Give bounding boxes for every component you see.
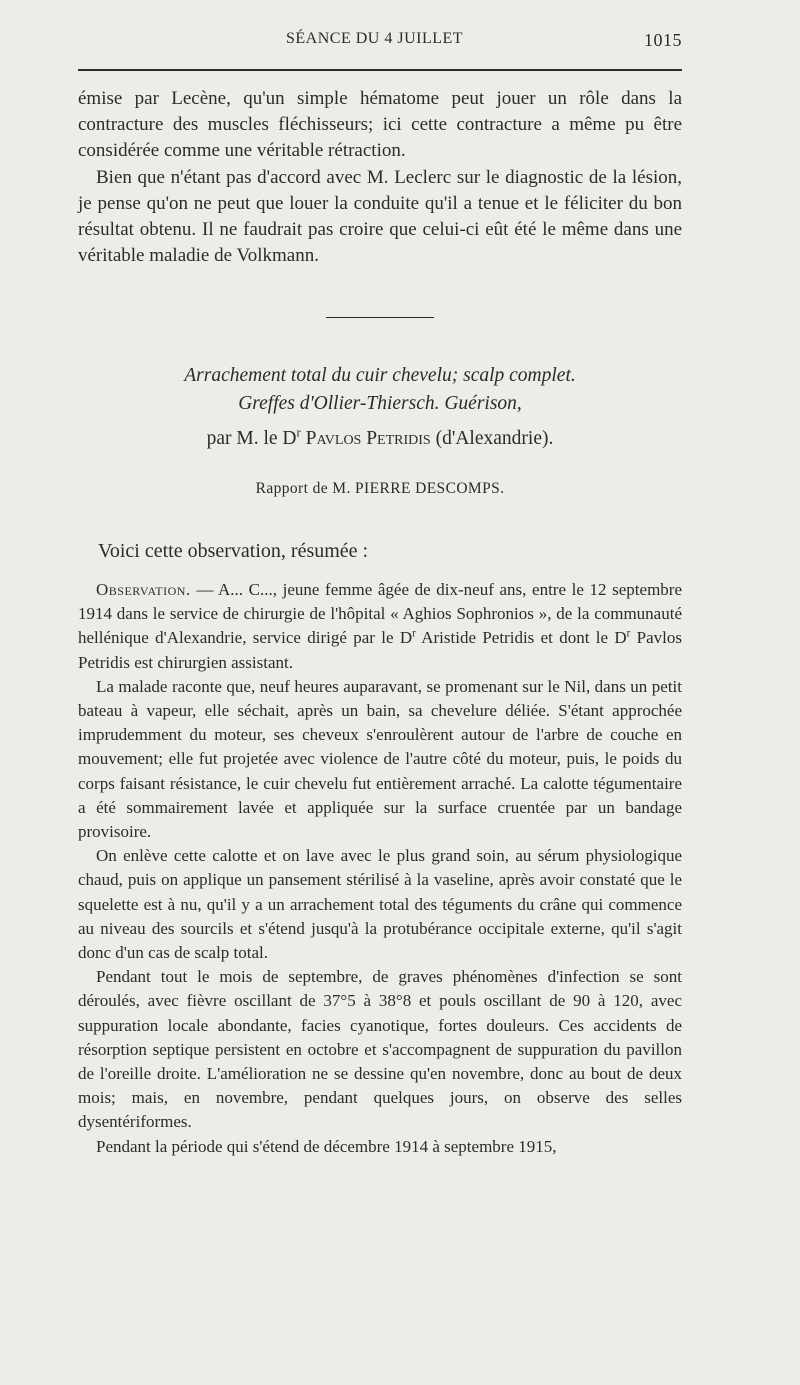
header-rule xyxy=(78,69,682,71)
author-title-sup: r xyxy=(296,425,301,440)
lead-sentence: Voici cette observation, résumée : xyxy=(98,540,369,562)
intro-paragraph-2: Bien que n'étant pas d'accord avec M. Leclerc sur le diagnostic de la lésion, je pense qu'on ne peut que louer la conduite qu'il a tenue et le féliciter du bon résultat obtenu. Il ne faudrait pas croire que celui-ci eût été le même dans une véritable maladie de Volkmann. xyxy=(78,166,682,267)
observation-paragraph-1 xyxy=(78,578,682,675)
observation-p1-mid: Aristide Petridis et dont le D xyxy=(415,628,627,648)
observation-paragraph-5: Pendant la période qui s'étend de décembre 1914 à septembre 1915, xyxy=(96,1136,557,1156)
article-title-line-2: Greffes d'Ollier-Thiersch. Guérison, xyxy=(238,393,522,414)
intro-paragraph-1: émise par Lecène, qu'un simple hématome peut jouer un rôle dans la contracture des muscles fléchisseurs; ici cette contracture a même pu être considérée comme une véritable rétraction. xyxy=(78,88,682,162)
observation-section xyxy=(78,578,682,1159)
report-line: Rapport de M. PIERRE DESCOMPS. xyxy=(255,480,505,497)
observation-sup-2: r xyxy=(626,627,631,640)
author-place: (d'Alexandrie). xyxy=(435,428,554,449)
observation-p1-text: — A... C..., jeune femme âgée de dix-neuf ans, entre le 12 septembre 1914 dans le service de chirurgie de l'hôpital « Aghios Sophronios », de la communauté hellénique d'Alexandrie, service dirigé par le D xyxy=(78,580,682,648)
article-title-line-1: Arrachement total du cuir chevelu; scalp complet. xyxy=(184,365,576,386)
page-number: 1015 xyxy=(644,30,682,50)
observation-paragraph-4: Pendant tout le mois de septembre, de graves phénomènes d'infection se sont déroulés, avec fièvre oscillant de 37°5 à 38°8 et pouls oscillant de 90 à 120, avec suppuration locale abondante, facies cyanotique, fortes douleurs. Ces accidents de résorption septique persistent en octobre et s'accompagnent de suppuration du pavillon de l'oreille droite. L'amélioration ne se dessine qu'en novembre, donc au bout de deux mois; mais, en novembre, pendant quelques jours, on observe des selles dysentériformes. xyxy=(78,967,682,1132)
observation-paragraph-2: La malade raconte que, neuf heures auparavant, se promenant sur le Nil, dans un petit bateau à vapeur, elle séchait, après un bain, sa chevelure déliée. S'étant approchée imprudemment du moteur, ses cheveux s'enroulèrent autour de l'arbre de couche en mouvement; elle fut projetée avec violence de l'autre côté du moteur, puis, le poids du corps faisant résistance, le cuir chevelu fut entièrement arraché. La calotte tégumentaire a été sommairement lavée et appliquée sur la surface cruentée par un bandage provisoire. xyxy=(78,676,682,842)
article-author xyxy=(78,425,682,450)
section-divider xyxy=(326,317,434,318)
observation-paragraph-3: On enlève cette calotte et on lave avec le plus grand soin, au sérum physiologique chaud, puis on applique un pansement stérilisé à la vaseline, après avoir constaté que le squelette est à nu, qu'il y a un arrachement total des téguments du crâne qui commence au niveau des sourcils et s'étend jusqu'à la protubérance occipitale externe, qu'il s'agit donc d'un cas de scalp total. xyxy=(78,846,682,963)
observation-label: Observation. xyxy=(96,580,191,599)
intro-text xyxy=(78,86,682,269)
observation-p1-end: Pavlos Petridis est chirurgien assistant. xyxy=(78,628,682,672)
observation-sup-1: r xyxy=(412,627,416,640)
author-prefix: par M. le D xyxy=(206,428,297,449)
page-header xyxy=(78,30,682,52)
running-title: SÉANCE DU 4 JUILLET xyxy=(286,30,464,47)
author-name: Pavlos Petridis xyxy=(305,428,431,449)
